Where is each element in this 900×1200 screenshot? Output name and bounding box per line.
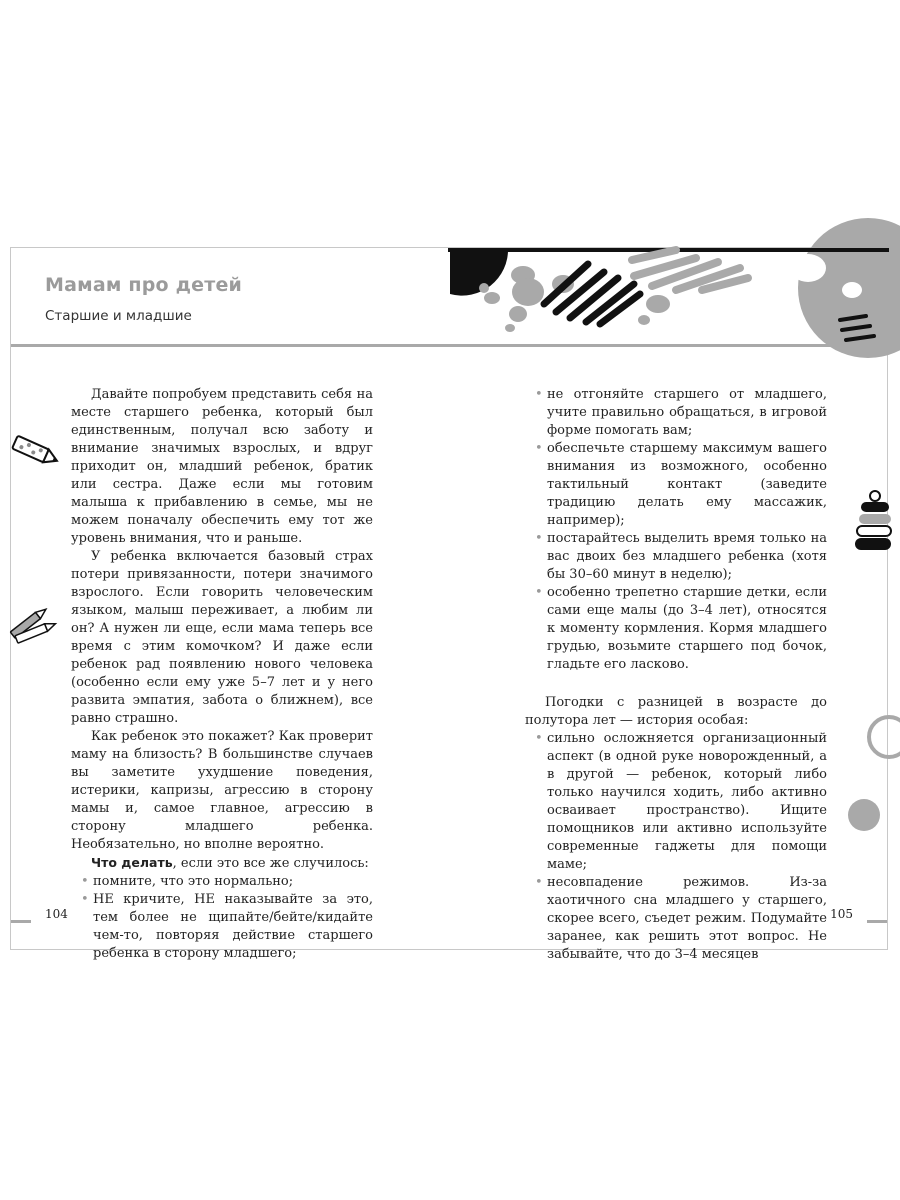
list-item: • не отгоняйте старшего от младшего, учите правильно обращаться, в игровой форме помогать вам; — [525, 386, 827, 440]
pencils-icon — [9, 604, 61, 646]
footer-mark — [867, 920, 887, 923]
ring-icon — [861, 714, 891, 760]
list-item: • несовпадение режимов. Из-за хаотичного сна младшего у старшего, скорее всего, съедет режим. Подумайте заранее, как решить этот вопрос. Не забывайте, что до 3–4 месяцев — [525, 874, 827, 964]
paragraph: Как ребенок это покажет? Как проверит маму на близость? В большинстве случаев вы заметите ухудшение поведения, истерики, капризы, агрессию в сторону мамы и, самое главное, агрессию в сторону младшего ребенка. Необязательно, но вполне вероятно. — [71, 729, 373, 852]
paragraph: У ребенка включается базовый страх потери привязанности, потери значимого взрослого. Если говорить человеческим языком, малыш переживает, а любим ли он? А нужен ли еще, если мама теперь все время с этим комочком? И даже если ребенок рад появлению нового человека (особенно если ему уже 5–7 лет и у него развита эмпатия, забота о ближнем), все равно страшно. — [71, 549, 373, 726]
advice-list — [525, 386, 827, 674]
paragraph: Давайте попробуем представить себя на месте старшего ребенка, который был единственным, получал всю заботу и внимание значимых взрослых, и вдруг приходит он, младший ребенок, братик или сестра. Даже если мы готовим малыша к прибавлению в семье, мы не можем поначалу обеспечить ему тот же уровень внимания, что и раньше. — [71, 387, 373, 546]
paragraph: Погодки с разницей в возрасте до полутора лет — история особая: — [525, 695, 827, 728]
right-page-text — [525, 386, 827, 964]
stacking-toy-icon — [851, 488, 891, 560]
footer-mark — [11, 920, 31, 923]
advice-list — [71, 873, 373, 963]
what-to-do-text: , если это все же случилось: — [172, 856, 369, 871]
advice-list — [525, 730, 827, 964]
section-title: Мамам про детей — [45, 274, 243, 296]
what-to-do-line — [71, 854, 373, 873]
circle-icon — [847, 798, 881, 832]
list-item: • НЕ кричите, НЕ наказывайте за это, тем более не щипайте/бейте/кидайте чем-то, повторяя действие старшего ребенка в сторону младшего; — [71, 891, 373, 963]
what-to-do-label: Что делать — [91, 855, 173, 870]
page-number-left: 104 — [45, 907, 68, 921]
book-spread — [10, 247, 888, 962]
left-page-text — [71, 386, 373, 963]
pencil-icon — [9, 433, 61, 469]
header-divider — [11, 344, 889, 347]
list-item: • сильно осложняется организационный аспект (в одной руке новорожденный, а в другой — ребенок, который либо только научился ходить, либо активно осваивает пространство). Ищите помощников или активно используйте современные гаджеты для помощи маме; — [525, 730, 827, 874]
list-item: • особенно трепетно старшие детки, если сами еще малы (до 3–4 лет), относятся к моменту кормления. Кормя младшего грудью, возьмите старшего под бочок, гладьте его ласково. — [525, 584, 827, 674]
list-item: • обеспечьте старшему максимум вашего внимания из возможного, особенно тактильный контакт (заведите традицию делать ему массажик, например); — [525, 440, 827, 530]
header-pattern-icon — [448, 248, 889, 344]
list-item: • помните, что это нормально; — [71, 873, 373, 891]
section-subtitle: Старшие и младшие — [45, 308, 192, 324]
list-item: • постарайтесь выделить время только на вас двоих без младшего ребенка (хотя бы 30–60 минут в неделю); — [525, 530, 827, 584]
page-number-right: 105 — [830, 907, 853, 921]
